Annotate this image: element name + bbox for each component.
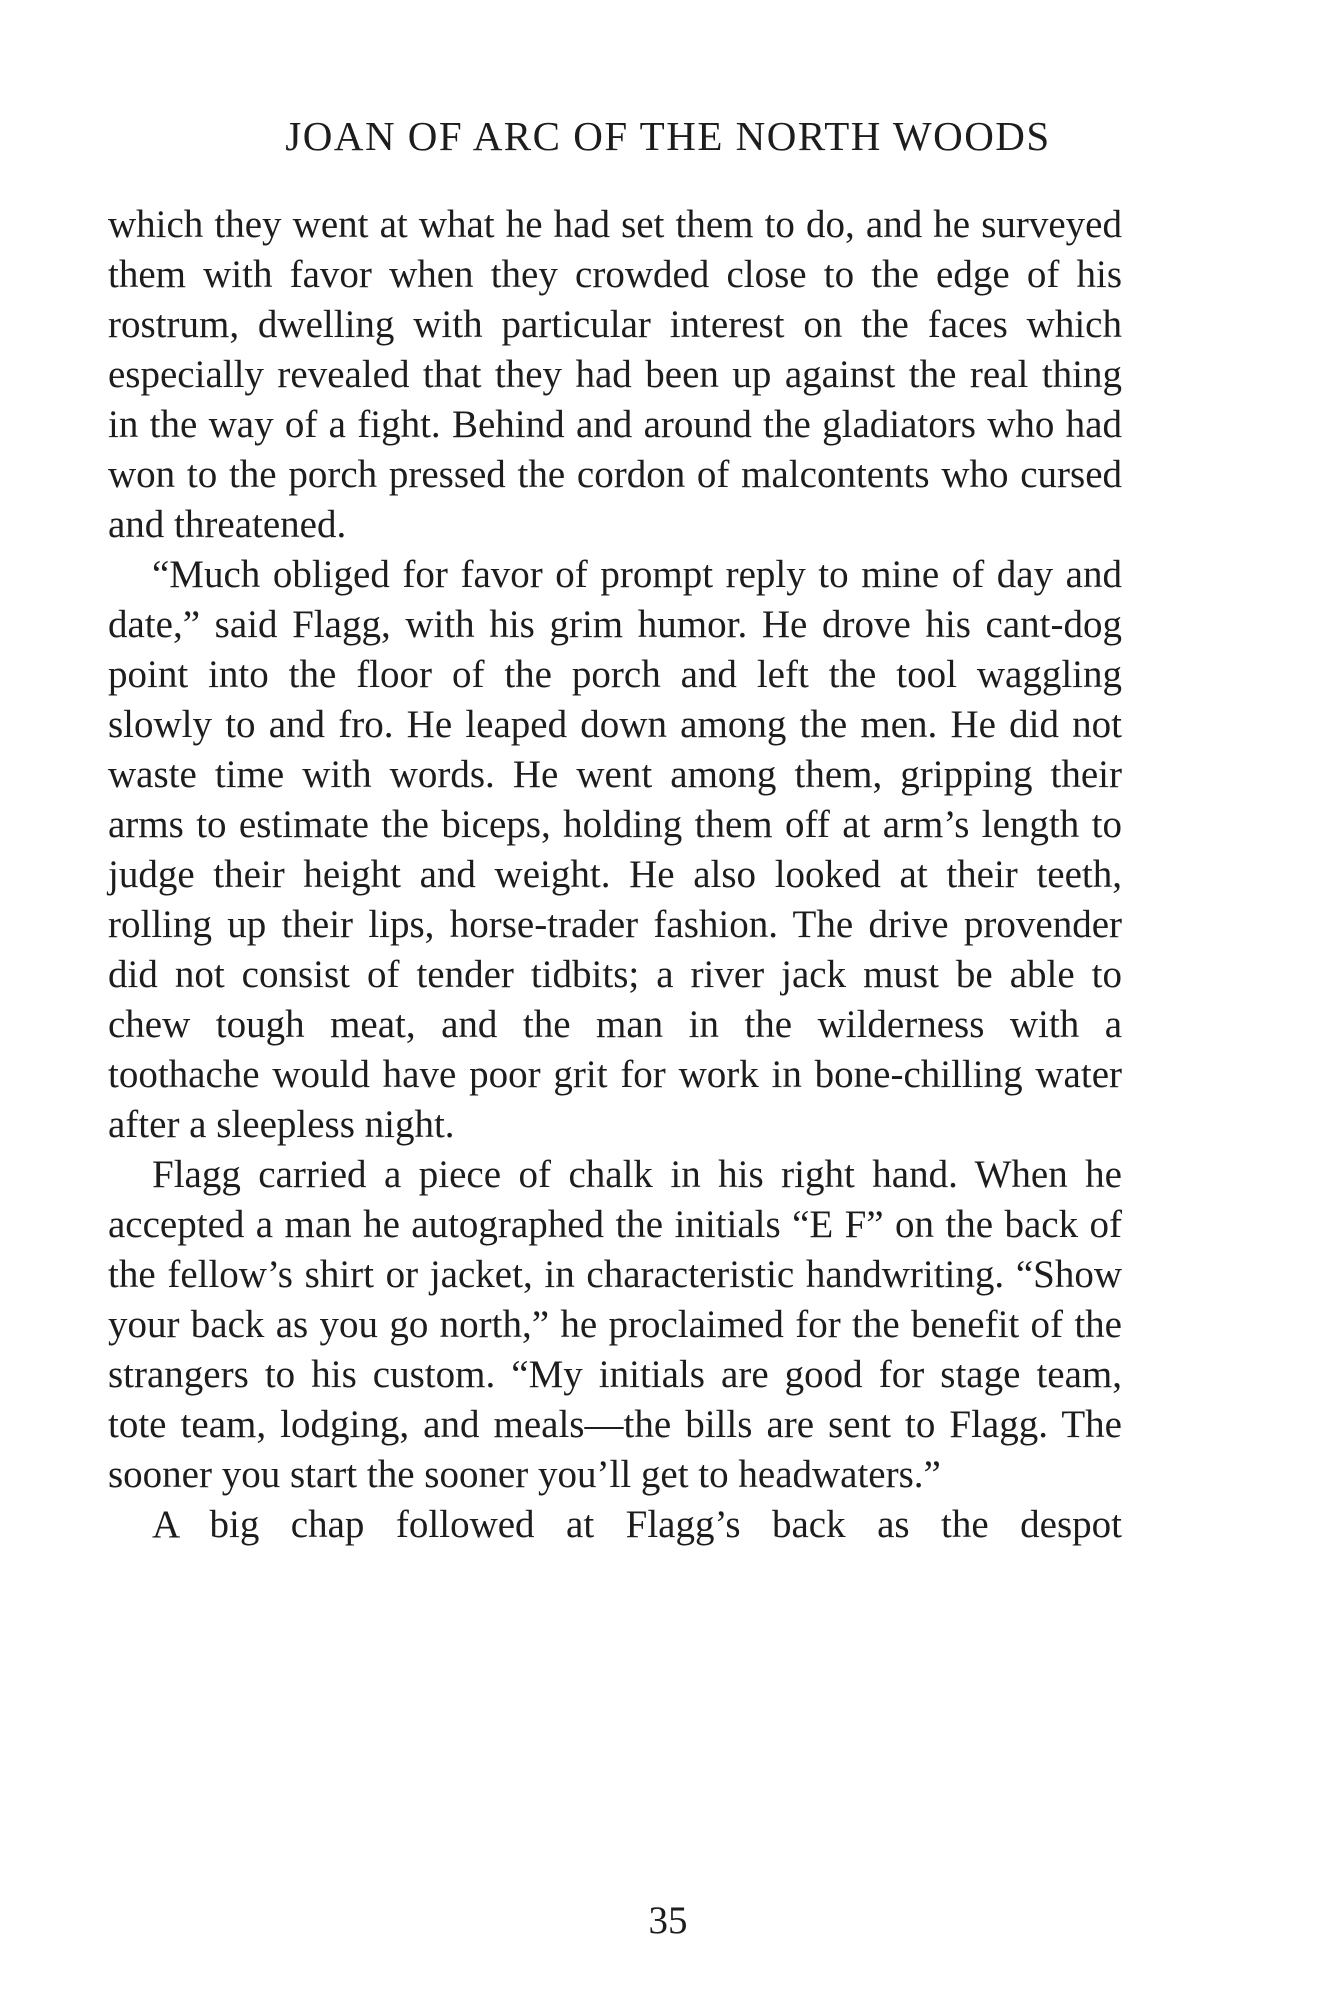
paragraph-2: “Much obliged for favor of prompt reply to mine of day and date,” said Flagg, with his grim humor. He drove his cant-dog point into the floor of the porch and left the tool waggling slowly to and fro. He leaped down among the men. He did not waste time with words. He went among them, gripping their arms to estimate the biceps, holding them off at arm’s length to judge their height and weight. He also looked at their teeth, rolling up their lips, horse-trader fashion. The drive provender did not consist of tender tidbits; a river jack must be able to chew tough meat, and the man in the wilderness with a toothache would have poor grit for work in bone-chilling water after a sleepless night. (108, 553, 1122, 1146)
running-head: JOAN OF ARC OF THE NORTH WOODS (285, 113, 1051, 159)
body-text (108, 200, 1122, 1550)
paragraph-3: Flagg carried a piece of chalk in his right hand. When he accepted a man he autographed the initials “E F” on the back of the fellow’s shirt or jacket, in characteristic handwriting. “Show your back as you go north,” he proclaimed for the benefit of the strangers to his custom. “My initials are good for stage team, tote team, lodging, and meals—the bills are sent to Flagg. The sooner you start the sooner you’ll get to headwaters.” (108, 1153, 1122, 1496)
paragraph-1: which they went at what he had set them to do, and he surveyed them with favor when they crowded close to the edge of his rostrum, dwelling with particular interest on the faces which especially revealed that they had been up against the real thing in the way of a fight. Behind and around the gladiators who had won to the porch pressed the cordon of malcontents who cursed and threatened. (108, 203, 1122, 546)
page-number: 35 (648, 1899, 688, 1942)
paragraph-4: A big chap followed at Flagg’s back as the despot (152, 1503, 1122, 1546)
